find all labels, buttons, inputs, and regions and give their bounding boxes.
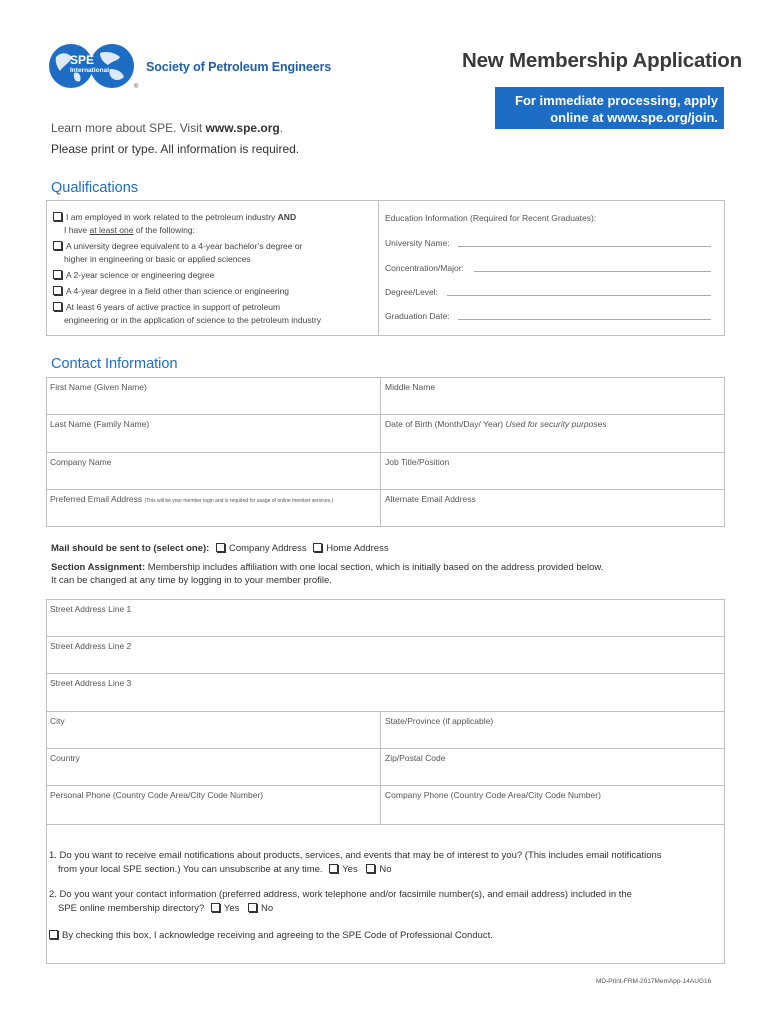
q2-no-label: No xyxy=(261,902,274,914)
item5-line1: At least 6 years of active practice in support of petroleum xyxy=(66,302,281,312)
address-row-divider xyxy=(46,673,725,674)
org-name: Society of Petroleum Engineers xyxy=(146,60,332,74)
learn-suffix: . xyxy=(279,121,284,135)
graduation-input[interactable] xyxy=(458,319,711,320)
contact-row-divider xyxy=(46,452,725,453)
page-title: New Membership Application xyxy=(462,49,742,72)
concentration-label: Concentration/Major: xyxy=(385,263,464,273)
qual-item-employed xyxy=(53,211,353,236)
q2-line1: 2. Do you want your contact information (preferred address, work telephone and/or facsimile number(s), and email address) included in the xyxy=(49,889,632,900)
question-1 xyxy=(49,849,709,876)
q1-line2: from your local SPE section.) You can unsubscribe at any time. xyxy=(58,863,323,875)
spe-logo xyxy=(48,43,139,90)
city-field[interactable]: City xyxy=(50,716,65,726)
online-callout xyxy=(495,87,724,129)
zip-field[interactable]: Zip/Postal Code xyxy=(385,753,446,763)
form-code: MD-Print-FRM-2017MemApp-14AUG16 xyxy=(596,978,712,985)
callout-line1: For immediate processing, apply xyxy=(515,93,718,108)
graduation-label: Graduation Date: xyxy=(385,311,450,321)
q1-no-label: No xyxy=(379,863,392,875)
address-row-divider xyxy=(46,785,725,786)
contact-row-divider xyxy=(46,489,725,490)
contact-col-divider xyxy=(380,377,381,527)
country-field[interactable]: Country xyxy=(50,753,80,763)
address-row-divider xyxy=(46,748,725,749)
spe-link[interactable]: www.spe.org xyxy=(205,121,280,135)
qualifications-divider xyxy=(378,200,379,336)
mail-selection xyxy=(51,543,389,554)
address-row-divider xyxy=(46,824,725,825)
state-field[interactable]: State/Province (if applicable) xyxy=(385,716,494,726)
q1-yes-label: Yes xyxy=(342,863,358,875)
item2-line2: higher in engineering or basic or applied sciences xyxy=(64,253,251,264)
qual-item-university xyxy=(53,240,353,265)
qualifications-heading: Qualifications xyxy=(51,180,139,196)
q1-yes-checkbox[interactable] xyxy=(329,864,338,873)
learn-prefix: Learn more about SPE. Visit xyxy=(51,121,206,135)
registered-mark: ® xyxy=(134,84,139,90)
logo-subtext: International xyxy=(70,67,110,74)
item2-line1: A university degree equivalent to a 4-year bachelor’s degree or xyxy=(66,241,303,251)
learn-more xyxy=(51,121,283,135)
employed-checkbox[interactable] xyxy=(53,212,62,221)
education-title: Education Information (Required for Recent Graduates): xyxy=(385,213,597,223)
company-field[interactable]: Company Name xyxy=(50,457,112,467)
code-of-conduct-checkbox[interactable] xyxy=(49,930,58,939)
degree-input[interactable] xyxy=(447,295,711,296)
address-col-divider xyxy=(380,711,381,824)
concentration-input[interactable] xyxy=(474,271,711,272)
item1-text: I am employed in work related to the petroleum industry xyxy=(66,212,278,222)
last-name-field[interactable]: Last Name (Family Name) xyxy=(50,419,150,429)
dob-note: Used for security purposes xyxy=(505,419,607,429)
item1-line2a: I have xyxy=(64,224,90,235)
qual-item-practice xyxy=(53,301,353,326)
qual-item-2year xyxy=(53,269,353,282)
email-field[interactable] xyxy=(50,494,333,504)
email-note: (This will be your member login and is required for usage of online member services.) xyxy=(144,498,334,504)
q2-no-checkbox[interactable] xyxy=(248,903,257,912)
company-phone-field[interactable]: Company Phone (Country Code Area/City Code Number) xyxy=(385,790,601,800)
contact-row-divider xyxy=(46,414,725,415)
four-year-checkbox[interactable] xyxy=(53,286,62,295)
street1-field[interactable]: Street Address Line 1 xyxy=(50,604,132,614)
item3-text: A 2-year science or engineering degree xyxy=(66,270,215,280)
home-address-option: Home Address xyxy=(326,543,389,554)
item4-text: A 4-year degree in a field other than science or engineering xyxy=(66,286,290,296)
q2-yes-label: Yes xyxy=(223,902,240,914)
email-label: Preferred Email Address xyxy=(50,494,145,504)
job-title-field[interactable]: Job Title/Position xyxy=(385,457,450,467)
assignment-text: Membership includes affiliation with one local section, which is initially based on the address provided below. xyxy=(145,562,604,573)
alt-email-field[interactable]: Alternate Email Address xyxy=(385,494,476,504)
practice-checkbox[interactable] xyxy=(53,302,62,311)
q2-line2: SPE online membership directory? xyxy=(58,902,205,914)
item1-and: AND xyxy=(277,212,297,222)
street3-field[interactable]: Street Address Line 3 xyxy=(50,678,132,688)
mail-label: Mail should be sent to (select one): xyxy=(51,543,210,554)
qual-item-4year xyxy=(53,285,353,298)
university-input[interactable] xyxy=(458,246,711,247)
contact-heading: Contact Information xyxy=(51,356,178,372)
section-assignment xyxy=(51,562,711,587)
q2-yes-checkbox[interactable] xyxy=(211,903,220,912)
q1-line1: 1. Do you want to receive email notifications about products, services, and events that may be of interest to you? (This includes email notifications xyxy=(49,850,662,861)
home-address-checkbox[interactable] xyxy=(313,543,322,552)
first-name-field[interactable]: First Name (Given Name) xyxy=(50,382,147,392)
two-year-checkbox[interactable] xyxy=(53,270,62,279)
print-note: Please print or type. All information is required. xyxy=(51,142,300,156)
code-of-conduct xyxy=(49,929,709,943)
dob-field[interactable] xyxy=(385,419,607,429)
company-address-checkbox[interactable] xyxy=(216,543,225,552)
item1-line2b: at least one xyxy=(89,224,134,235)
question-2 xyxy=(49,888,709,915)
personal-phone-field[interactable]: Personal Phone (Country Code Area/City Code Number) xyxy=(50,790,264,800)
address-row-divider xyxy=(46,636,725,637)
middle-name-field[interactable]: Middle Name xyxy=(385,382,436,392)
q1-no-checkbox[interactable] xyxy=(366,864,375,873)
company-address-option: Company Address xyxy=(229,543,307,554)
item5-line2: engineering or in the application of science to the petroleum industry xyxy=(64,314,322,325)
assignment-label: Section Assignment: xyxy=(51,562,146,573)
university-degree-checkbox[interactable] xyxy=(53,241,62,250)
assignment-text2: It can be changed at any time by logging in to your member profile. xyxy=(51,574,332,586)
callout-line2: online at www.spe.org/join. xyxy=(550,110,718,125)
code-of-conduct-text: By checking this box, I acknowledge receiving and agreeing to the SPE Code of Professional Conduct. xyxy=(62,930,493,941)
dob-label: Date of Birth (Month/Day/ Year) xyxy=(385,419,506,429)
degree-label: Degree/Level: xyxy=(385,287,438,297)
address-row-divider xyxy=(46,711,725,712)
street2-field[interactable]: Street Address Line 2 xyxy=(50,641,132,651)
item1-line2c: of the following: xyxy=(133,224,195,235)
university-label: University Name: xyxy=(385,238,450,248)
logo-text: SPE xyxy=(70,53,95,67)
